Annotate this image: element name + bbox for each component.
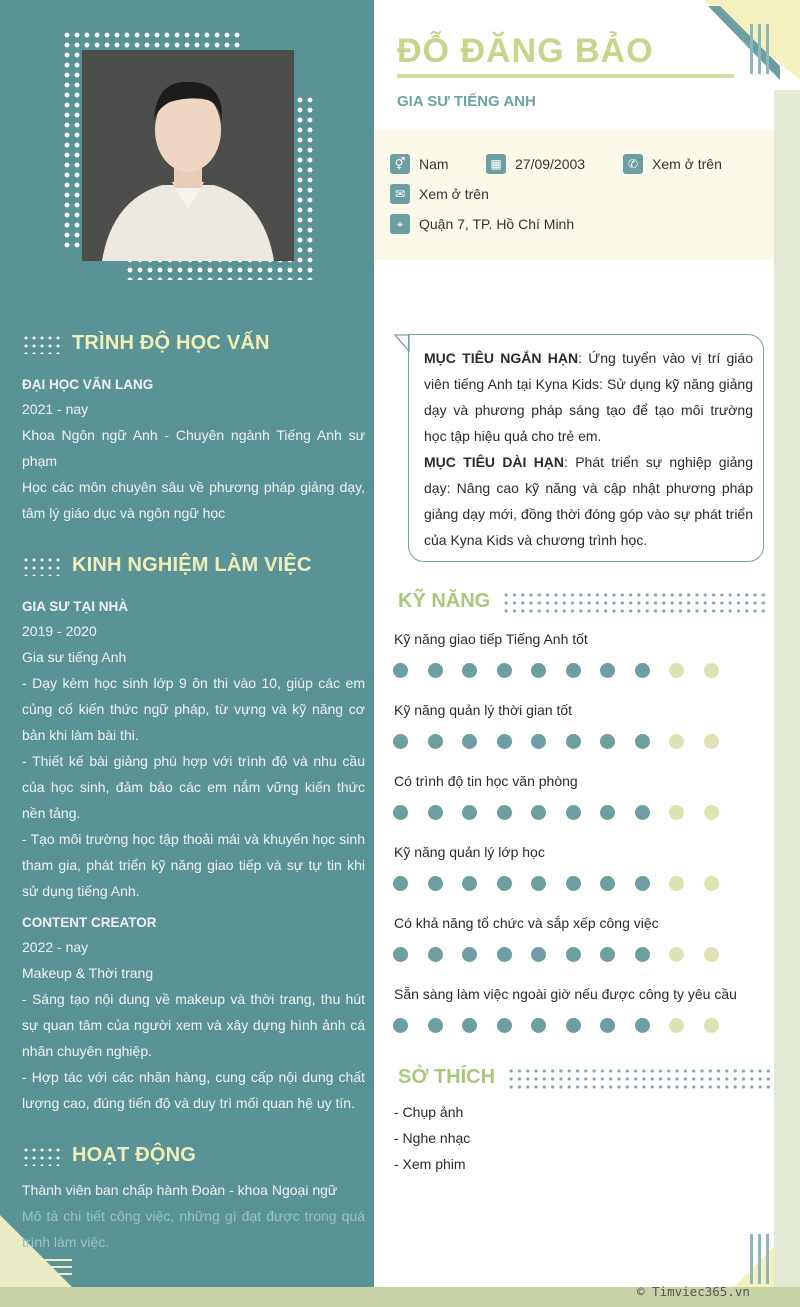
skill-rating	[393, 663, 738, 678]
rating-dot-filled	[393, 947, 408, 962]
skill-name: Kỹ năng giao tiếp Tiếng Anh tốt	[394, 631, 588, 647]
rating-dot-filled	[393, 734, 408, 749]
phone-icon: ✆	[623, 154, 643, 174]
job-role: Gia sư tiếng Anh	[22, 649, 127, 665]
rating-dot-filled	[566, 876, 581, 891]
dots-icon	[507, 1067, 773, 1089]
rating-dot-filled	[497, 805, 512, 820]
email-icon: ✉	[390, 184, 410, 204]
copyright: © Timviec365.vn	[637, 1284, 750, 1299]
contact-birthday: ▦ 27/09/2003	[486, 154, 585, 174]
activity-placeholder: Mô tả chi tiết công việc, những gì đạt được trong quá trình làm việc.	[22, 1208, 365, 1250]
rating-dot-empty	[669, 734, 684, 749]
dots-icon	[502, 591, 768, 613]
rating-dot-filled	[393, 663, 408, 678]
skill-name: Có trình độ tin học văn phòng	[394, 773, 578, 789]
rating-dot-filled	[497, 663, 512, 678]
rating-dot-filled	[566, 805, 581, 820]
rating-dot-filled	[600, 876, 615, 891]
rating-dot-empty	[704, 663, 719, 678]
rating-dot-filled	[531, 876, 546, 891]
rating-dot-filled	[635, 805, 650, 820]
rating-dot-filled	[566, 947, 581, 962]
rating-dot-empty	[669, 805, 684, 820]
rating-dot-filled	[635, 876, 650, 891]
rating-dot-filled	[497, 734, 512, 749]
skills-heading: KỸ NĂNG	[398, 590, 768, 613]
education-period: 2021 - nay	[22, 401, 89, 417]
job-detail: - Tạo môi trường học tập thoải mái và khuyến học sinh tham gia, phát triển kỹ năng giao tiếp và sự tự tin khi sử dụng tiếng Anh.	[22, 831, 365, 899]
activities-heading: HOẠT ĐỘNG	[22, 1144, 196, 1167]
hobby-item: - Nghe nhạc	[394, 1130, 471, 1146]
rating-dot-filled	[462, 663, 477, 678]
rating-dot-filled	[428, 805, 443, 820]
rating-dot-filled	[600, 805, 615, 820]
name-underline	[397, 74, 734, 78]
rating-dot-filled	[531, 663, 546, 678]
rating-dot-filled	[497, 1018, 512, 1033]
job-company: CONTENT CREATOR	[22, 915, 157, 930]
skill-name: Kỹ năng quản lý thời gian tốt	[394, 702, 573, 718]
rating-dot-filled	[566, 663, 581, 678]
rating-dot-filled	[462, 876, 477, 891]
rating-dot-filled	[600, 663, 615, 678]
contact-address: ⌖ Quận 7, TP. Hồ Chí Minh	[390, 214, 574, 234]
dots-icon	[22, 1146, 64, 1166]
skill-rating	[393, 734, 738, 749]
job-detail: - Thiết kế bài giảng phù hợp với trình độ và nhu cầu của học sinh, đảm bảo các em nắm vững kiến thức nền tảng.	[22, 753, 365, 821]
skill-rating	[393, 1018, 738, 1033]
rating-dot-empty	[704, 734, 719, 749]
job-detail: - Dạy kèm học sinh lớp 9 ôn thi vào 10, giúp các em củng cố kiến thức ngữ pháp, từ vựng và kỹ năng cơ bản khi làm bài thi.	[22, 675, 365, 743]
hobbies-heading: SỞ THÍCH	[398, 1066, 773, 1089]
rating-dot-filled	[393, 805, 408, 820]
avatar	[82, 50, 294, 261]
rating-dot-filled	[462, 734, 477, 749]
rating-dot-empty	[669, 663, 684, 678]
rating-dot-filled	[635, 734, 650, 749]
location-icon: ⌖	[390, 214, 410, 234]
rating-dot-filled	[635, 663, 650, 678]
rating-dot-filled	[635, 947, 650, 962]
education-major: Khoa Ngôn ngữ Anh - Chuyên ngành Tiếng Anh sư phạm	[22, 427, 365, 469]
job-company: GIA SƯ TẠI NHÀ	[22, 599, 128, 614]
skill-name: Có khả năng tổ chức và sắp xếp công việc	[394, 915, 659, 931]
rating-dot-filled	[428, 876, 443, 891]
rating-dot-filled	[393, 876, 408, 891]
skill-rating	[393, 876, 738, 891]
rating-dot-empty	[704, 876, 719, 891]
job-period: 2022 - nay	[22, 939, 89, 955]
contact-phone: ✆ Xem ở trên	[623, 154, 722, 174]
job-period: 2019 - 2020	[22, 623, 97, 639]
rating-dot-empty	[669, 1018, 684, 1033]
candidate-name: ĐỖ ĐĂNG BẢO	[397, 32, 654, 70]
rating-dot-empty	[704, 947, 719, 962]
hobby-item: - Chụp ảnh	[394, 1104, 464, 1120]
rating-dot-filled	[428, 663, 443, 678]
rating-dot-filled	[428, 947, 443, 962]
dots-icon	[22, 556, 64, 576]
activity-item: Thành viên ban chấp hành Đoàn - khoa Ngoại ngữ	[22, 1182, 338, 1198]
skill-name: Kỹ năng quản lý lớp học	[394, 844, 545, 860]
job-title: GIA SƯ TIẾNG ANH	[397, 93, 536, 110]
gender-icon: ⚥	[390, 154, 410, 174]
rating-dot-filled	[600, 947, 615, 962]
rating-dot-filled	[462, 947, 477, 962]
education-description: Học các môn chuyên sâu về phương pháp giảng dạy, tâm lý giáo dục và ngôn ngữ học	[22, 479, 365, 521]
skill-rating	[393, 805, 738, 820]
contact-email: ✉ Xem ở trên	[390, 184, 489, 204]
rating-dot-filled	[600, 1018, 615, 1033]
rating-dot-filled	[428, 1018, 443, 1033]
rating-dot-filled	[497, 876, 512, 891]
skill-rating	[393, 947, 738, 962]
rating-dot-filled	[497, 947, 512, 962]
education-heading: TRÌNH ĐỘ HỌC VẤN	[22, 332, 270, 355]
rating-dot-empty	[704, 805, 719, 820]
rating-dot-filled	[635, 1018, 650, 1033]
job-detail: - Sáng tạo nội dung về makeup và thời trang, thu hút sự quan tâm của người xem và xây dựng hình ảnh cá nhân chuyên nghiệp.	[22, 991, 365, 1059]
education-school: ĐẠI HỌC VĂN LANG	[22, 377, 154, 392]
dots-icon	[22, 334, 64, 354]
rating-dot-filled	[462, 1018, 477, 1033]
job-detail: - Hợp tác với các nhãn hàng, cung cấp nội dung chất lượng cao, đúng tiến độ và duy trì mối quan hệ uy tín.	[22, 1069, 365, 1111]
rating-dot-filled	[428, 734, 443, 749]
career-goals: MỤC TIÊU NGẮN HẠN: Ứng tuyển vào vị trí giáo viên tiếng Anh tại Kyna Kids: Sử dụng kỹ năng giảng dạy và phương pháp sáng tạo để tạo môi trường học tập hiệu quả cho trẻ em. MỤC TIÊU DÀI HẠN: Phát triển sự nghiệp giảng dạy: Nâng cao kỹ năng và cập nhật phương pháp giảng dạy mới, đồng thời đóng góp vào sự phát triển của Kyna Kids và chương trình học.	[408, 334, 764, 562]
rating-dot-filled	[393, 1018, 408, 1033]
rating-dot-filled	[566, 734, 581, 749]
right-edge-strip	[774, 90, 800, 1290]
contact-gender: ⚥ Nam	[390, 154, 449, 174]
calendar-icon: ▦	[486, 154, 506, 174]
rating-dot-filled	[462, 805, 477, 820]
hobby-item: - Xem phim	[394, 1156, 466, 1172]
job-role: Makeup & Thời trang	[22, 965, 154, 981]
rating-dot-filled	[531, 1018, 546, 1033]
experience-heading: KINH NGHIỆM LÀM VIỆC	[22, 554, 312, 577]
rating-dot-filled	[531, 805, 546, 820]
rating-dot-empty	[669, 876, 684, 891]
skill-name: Sẵn sàng làm việc ngoài giờ nếu được công ty yêu cầu	[394, 986, 737, 1002]
rating-dot-empty	[704, 1018, 719, 1033]
rating-dot-filled	[531, 947, 546, 962]
rating-dot-filled	[566, 1018, 581, 1033]
rating-dot-filled	[531, 734, 546, 749]
rating-dot-filled	[600, 734, 615, 749]
rating-dot-empty	[669, 947, 684, 962]
